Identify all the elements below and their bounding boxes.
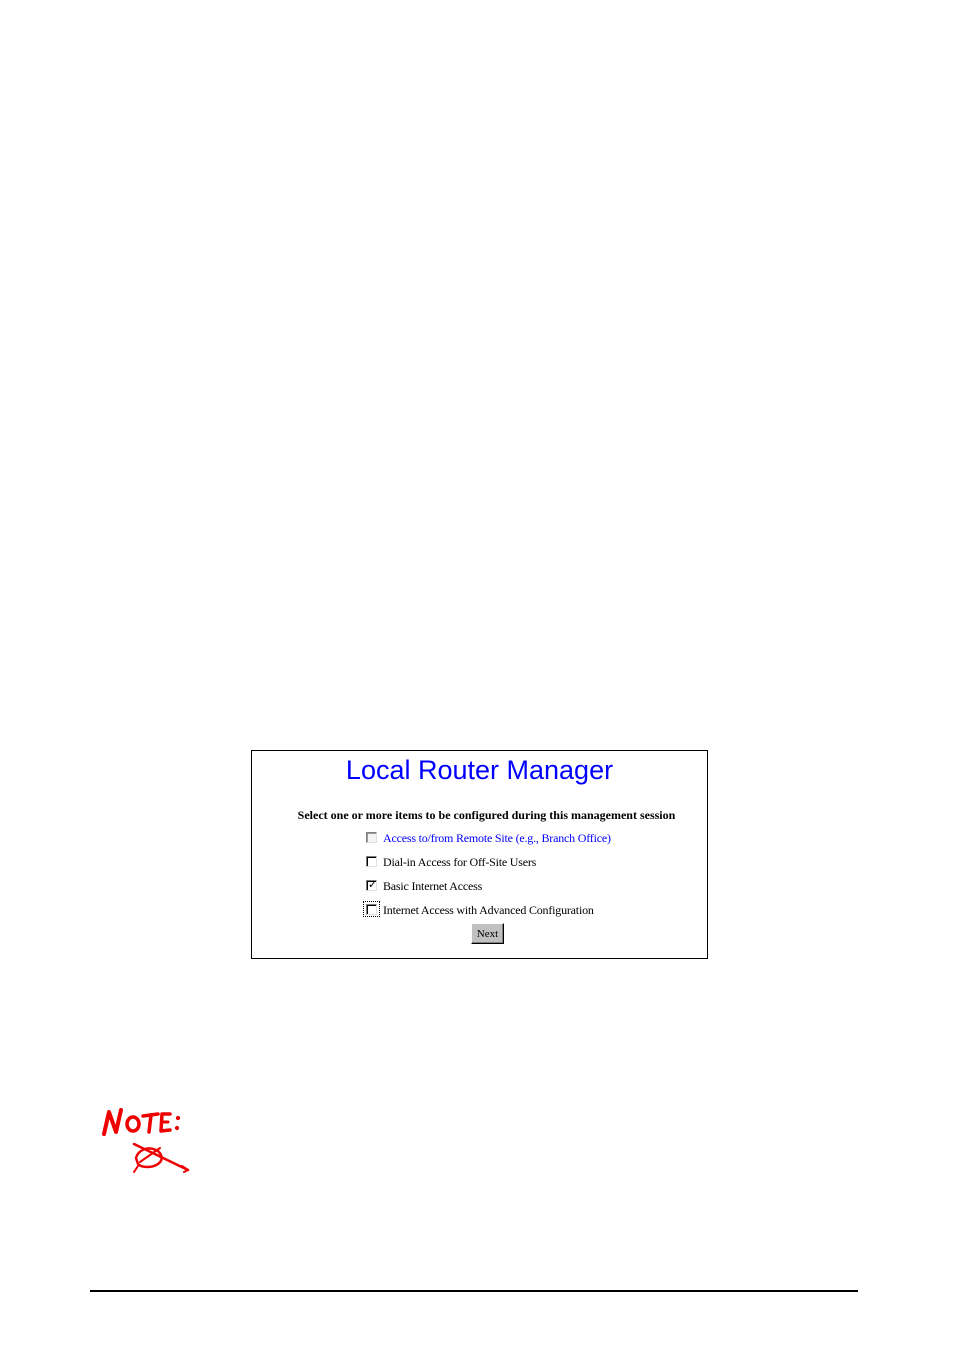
check-mark-icon: ✓: [368, 878, 378, 891]
dial-in-checkbox[interactable]: [366, 856, 377, 867]
panel-title: Local Router Manager: [345, 755, 614, 785]
remote-site-checkbox[interactable]: [366, 832, 377, 843]
instruction-text: Select one or more items to be configured during this management session: [297, 808, 676, 822]
advanced-internet-checkbox[interactable]: [366, 904, 377, 915]
router-manager-panel: [251, 750, 708, 959]
basic-internet-checkbox[interactable]: [366, 880, 377, 891]
advanced-internet-label: Internet Access with Advanced Configuration: [383, 903, 594, 917]
remote-site-label[interactable]: Access to/from Remote Site (e.g., Branch Office): [383, 831, 611, 845]
footer-divider: [90, 1290, 858, 1292]
note-logo-icon: [100, 1104, 196, 1174]
next-button[interactable]: Next: [471, 923, 504, 944]
basic-internet-label: Basic Internet Access: [383, 879, 483, 893]
dial-in-label: Dial-in Access for Off-Site Users: [383, 855, 537, 869]
